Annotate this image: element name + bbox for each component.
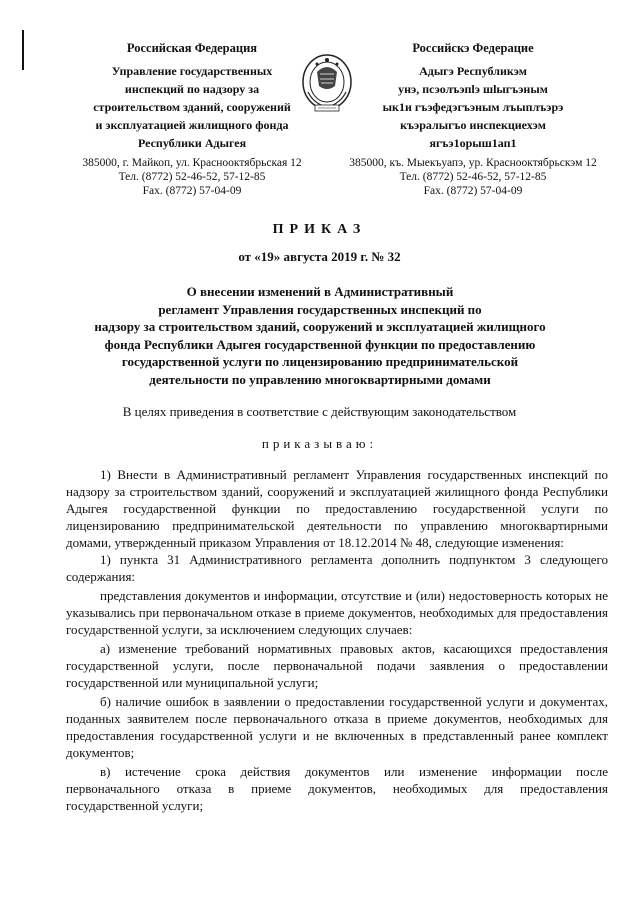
header-right-org: Адыгэ Республикэм унэ, псэолъэпlэ шlыгъэным ык1и гъэфедэгъэным лъыплъэрэ къэралыгъо инспекциехэм ягъэ1орыш1ап1 bbox=[382, 64, 564, 150]
header-right-fax: Fax. (8772) 57-04-09 bbox=[423, 185, 523, 197]
body-paragraph: представления документов и информации, отсутствие и (или) недостоверность которых не указывались при первоначальном отказе в приеме документов, необходимых для предоставления государственной услуги, за исключением следующих случаев: bbox=[66, 588, 608, 637]
header-right-contacts bbox=[342, 156, 604, 198]
body-paragraph: 1) пункта 31 Административного регламента дополнить подпунктом 3 следующего содержания: bbox=[66, 552, 608, 584]
header-left-phone: Тел. (8772) 52-46-52, 57-12-85 bbox=[118, 171, 266, 183]
header-right bbox=[342, 40, 604, 198]
body-paragraph: а) изменение требований нормативных правовых актов, касающихся предоставления государственной услуги, после первоначальной подачи заявления о предоставлении государственной или муниципальной услуги; bbox=[66, 641, 608, 690]
header-left-contacts bbox=[62, 156, 322, 198]
order-date: от «19» августа 2019 г. № 32 bbox=[238, 249, 401, 264]
header-left-org: Управление государственных инспекций по надзору за строительством зданий, сооружений и эксплуатацией жилищного фонда Республики Адыгея bbox=[93, 64, 291, 150]
order-title: ПРИКАЗ bbox=[272, 222, 367, 237]
order-body bbox=[66, 466, 608, 814]
header-left-fax: Fax. (8772) 57-04-09 bbox=[142, 185, 242, 197]
header-right-address: 385000, къ. Мыекъуапэ, ур. Краснооктябрьскэм 12 bbox=[349, 157, 597, 169]
header-right-phone: Тел. (8772) 52-46-52, 57-12-85 bbox=[399, 171, 547, 183]
header-right-country: Российскэ Федерацие bbox=[412, 41, 534, 55]
order-preamble: В целях приведения в соответствие с действующим законодательством bbox=[122, 404, 517, 419]
header-left-address: 385000, г. Майкоп, ул. Краснооктябрьская 12 bbox=[82, 157, 302, 169]
body-paragraph: в) истечение срока действия документов или изменение информации после первоначального отказа в приеме документов, необходимых для предоставления государственной услуги; bbox=[66, 764, 608, 813]
order-subject: О внесении изменений в Административный регламент Управления государственных инспекций по надзору за строительством зданий, сооружений и эксплуатацией жилищного фонда Республики Адыгея государственной функции по предоставлению государственной услуги по лицензированию предпринимательской деятельности по управлению многоквартирными домами bbox=[94, 284, 546, 387]
header-left-country: Российская Федерация bbox=[126, 41, 258, 55]
body-paragraph: б) наличие ошибок в заявлении о предоставлении государственной услуги и документах, поданных заявителем после первоначального отказа в приеме документов, необходимых для предоставления государственной услуги и не включенных в представленный ранее комплект документов; bbox=[66, 694, 608, 760]
order-command: приказываю: bbox=[261, 436, 378, 451]
header-left bbox=[62, 40, 322, 198]
body-paragraph: 1) Внести в Административный регламент Управления государственных инспекций по надзору за строительством зданий, сооружений и эксплуатацией жилищного фонда Республики Адыгея государственной функции по предоставлению государственной услуги по лицензированию предпринимательской деятельности по управлению многоквартирными домами, утвержденный приказом Управления от 18.12.2014 № 48, следующие изменения: bbox=[66, 467, 608, 550]
margin-mark bbox=[22, 30, 24, 70]
